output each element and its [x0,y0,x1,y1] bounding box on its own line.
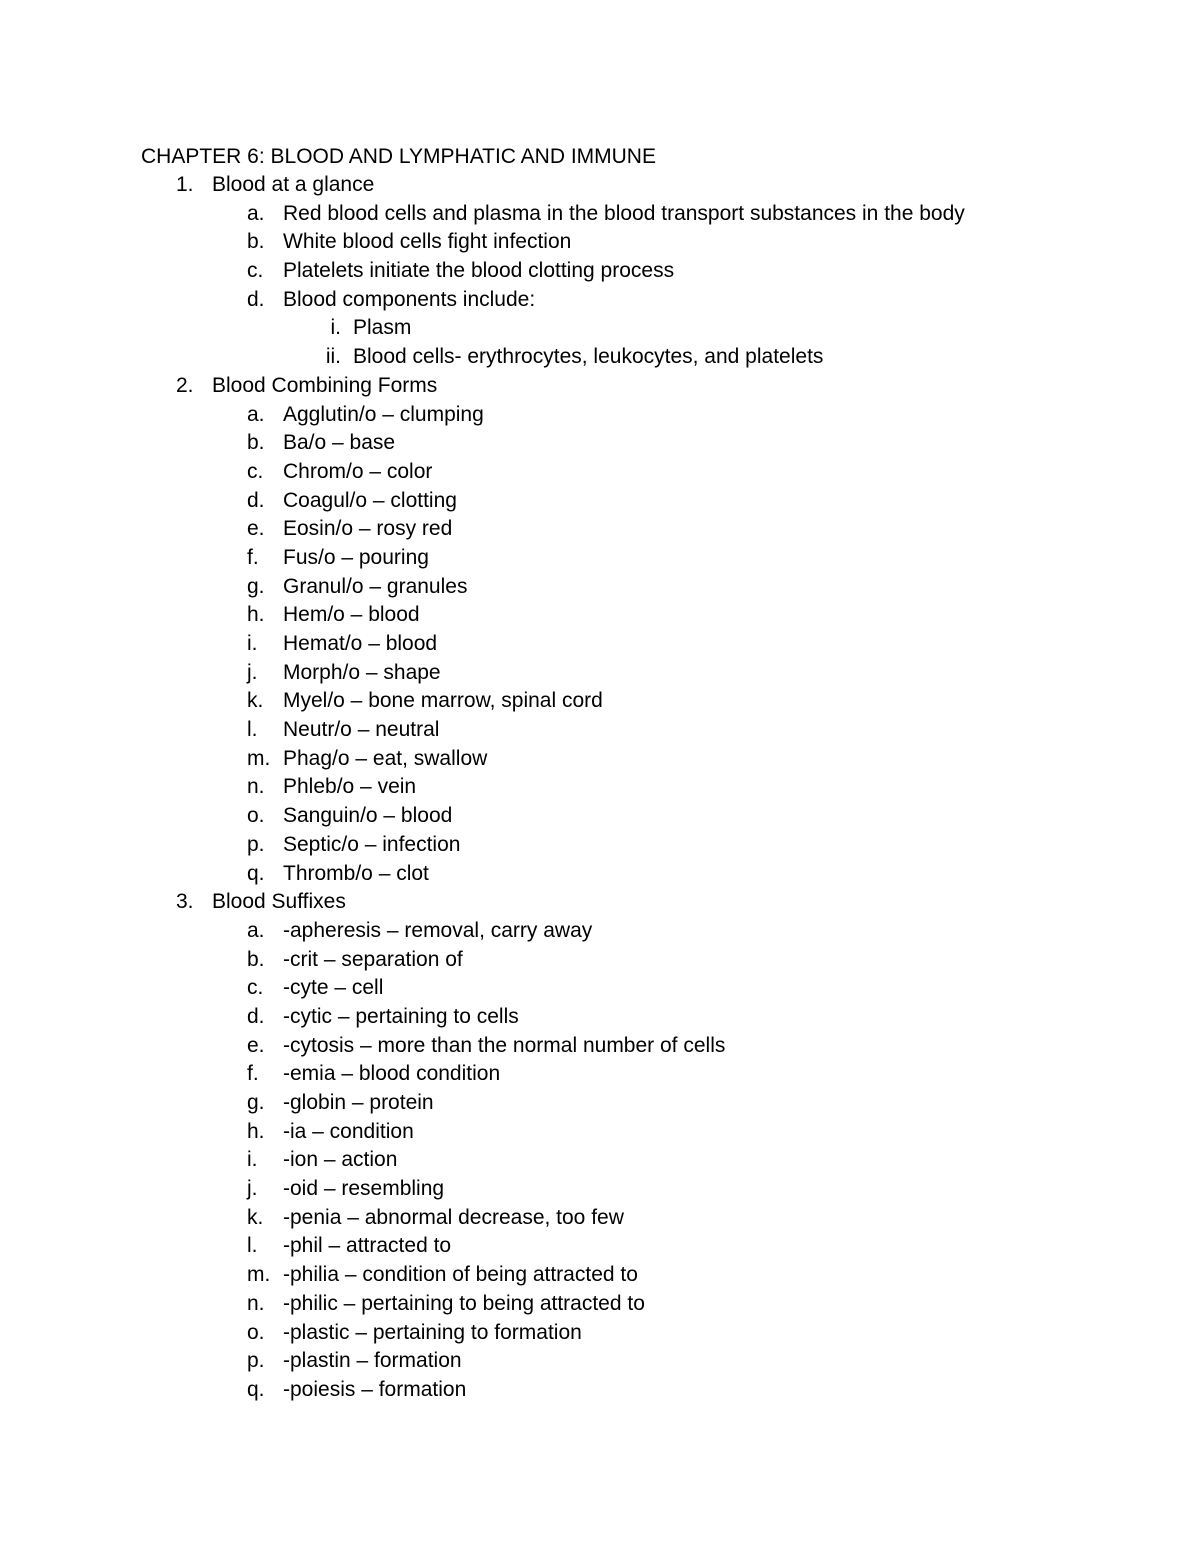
list-item [0,515,1200,544]
list-marker: h. [247,603,265,627]
list-item-text: -globin – protein [283,1091,434,1114]
list-item [0,1290,1200,1319]
list-item-text: Red blood cells and plasma in the blood transport substances in the body [283,201,965,225]
list-item [0,458,1200,487]
list-item-text: -philic – pertaining to being attracted to [283,1291,645,1315]
list-marker: g. [247,574,265,598]
list-marker: a. [247,918,265,942]
list-item [0,659,1200,688]
list-item [0,687,1200,716]
list-item-text: Blood components include: [283,287,536,311]
list-marker: k. [247,689,264,713]
list-marker: p. [247,1349,265,1373]
list-item-text: Fus/o – pouring [283,545,429,569]
list-marker: d. [247,1004,265,1028]
sub-list-item [0,314,1200,343]
list-item [0,1261,1200,1290]
list-marker: 2. [176,373,194,397]
list-item-text: -ion – action [283,1148,398,1172]
list-item [0,200,1200,229]
list-item-text: -phil – attracted to [283,1234,452,1258]
section-heading [0,372,1200,401]
list-item [0,802,1200,831]
list-marker: o. [247,804,265,828]
list-item-text: -apheresis – removal, carry away [283,918,593,942]
list-marker: n. [247,1291,265,1315]
list-marker: b. [247,431,265,455]
list-item-text: Phag/o – eat, swallow [283,746,488,770]
list-item-text: -plastin – formation [283,1349,462,1373]
list-marker: j. [247,1177,258,1201]
outline-list [0,171,1200,1405]
list-marker: q. [247,861,265,885]
list-item [0,257,1200,286]
list-marker: g. [247,1091,265,1114]
list-marker: l. [247,1234,258,1258]
list-marker: j. [247,660,258,684]
list-item-text: Phleb/o – vein [283,775,417,799]
list-item [0,630,1200,659]
list-item-text: -cytosis – more than the normal number of cells [283,1033,726,1057]
list-item-text: -poiesis – formation [283,1377,467,1401]
list-item [0,1118,1200,1147]
list-item [0,1347,1200,1376]
list-item-text: -plastic – pertaining to formation [283,1320,582,1344]
list-marker: f. [247,545,259,569]
list-item [0,1032,1200,1061]
list-item-text: Septic/o – infection [283,832,461,856]
list-item-text: Blood Suffixes [212,890,346,914]
list-marker: c. [247,459,264,483]
list-item [0,601,1200,630]
list-item-text: Blood Combining Forms [212,373,438,397]
list-marker: e. [247,517,265,541]
list-marker: c. [247,259,264,283]
list-item [0,745,1200,774]
list-marker: d. [247,488,265,512]
page-title: CHAPTER 6: BLOOD AND LYMPHATIC AND IMMUNE [141,145,656,168]
list-item [0,1319,1200,1348]
list-marker: q. [247,1377,265,1401]
list-marker: i. [247,1148,258,1172]
list-item-text: -ia – condition [283,1119,414,1143]
list-item [0,1232,1200,1261]
list-item-text: -cytic – pertaining to cells [283,1004,519,1028]
list-item-text: Ba/o – base [283,431,396,455]
list-marker: p. [247,832,265,856]
list-marker: b. [247,230,265,254]
list-item [0,573,1200,602]
list-item-text: Eosin/o – rosy red [283,517,453,541]
list-marker: h. [247,1119,265,1143]
list-item [0,1146,1200,1175]
list-item-text: -cyte – cell [283,976,384,1000]
list-item [0,1175,1200,1204]
list-item-text: Myel/o – bone marrow, spinal cord [283,689,603,713]
list-marker: m. [247,1263,271,1287]
list-item-text: Sanguin/o – blood [283,804,453,828]
list-item-text: Plasm [353,316,412,340]
list-item [0,1204,1200,1233]
list-item [0,860,1200,889]
list-item-text: Blood cells- erythrocytes, leukocytes, and platelets [353,345,824,369]
list-marker: a. [247,402,265,426]
list-marker: d. [247,287,265,311]
list-marker: c. [247,976,264,1000]
list-marker: o. [247,1320,265,1344]
list-marker: i. [247,632,258,655]
list-item [0,401,1200,430]
list-item [0,228,1200,257]
list-marker: e. [247,1033,265,1057]
list-marker: ii. [325,345,341,369]
list-item-text: -penia – abnormal decrease, too few [283,1205,624,1229]
list-item-text: Neutr/o – neutral [283,718,440,742]
list-item-text: -philia – condition of being attracted to [283,1263,638,1287]
list-item-text: -oid – resembling [283,1177,445,1201]
list-marker: 3. [176,890,194,914]
list-item [0,429,1200,458]
list-item [0,773,1200,802]
list-item [0,1003,1200,1032]
list-item [0,917,1200,946]
list-item [0,1089,1200,1118]
list-item-text: -emia – blood condition [283,1062,501,1086]
list-item [0,974,1200,1003]
list-item [0,286,1200,315]
list-item-text: Granul/o – granules [283,574,468,598]
list-marker: l. [247,718,258,742]
list-item [0,1060,1200,1089]
list-item [0,946,1200,975]
list-item [0,716,1200,745]
section-heading [0,171,1200,200]
list-marker: i. [330,316,341,340]
list-item-text: Agglutin/o – clumping [283,402,484,426]
list-item-text: Blood at a glance [212,173,375,196]
list-marker: 1. [176,173,194,196]
list-item [0,1376,1200,1405]
list-marker: a. [247,201,265,225]
list-item [0,831,1200,860]
section-heading [0,888,1200,917]
list-item-text: -crit – separation of [283,947,463,971]
list-item-text: Thromb/o – clot [283,861,429,885]
list-item-text: White blood cells fight infection [283,230,572,254]
list-marker: f. [247,1062,259,1086]
list-item-text: Chrom/o – color [283,459,433,483]
list-marker: m. [247,746,271,770]
list-item-text: Morph/o – shape [283,660,441,684]
list-item-text: Coagul/o – clotting [283,488,457,512]
sub-list-item [0,343,1200,372]
list-item-text: Platelets initiate the blood clotting process [283,259,675,283]
list-marker: k. [247,1205,264,1229]
list-item [0,487,1200,516]
list-item [0,544,1200,573]
list-item-text: Hem/o – blood [283,603,420,627]
list-item-text: Hemat/o – blood [283,632,438,655]
list-marker: b. [247,947,265,971]
list-marker: n. [247,775,265,799]
